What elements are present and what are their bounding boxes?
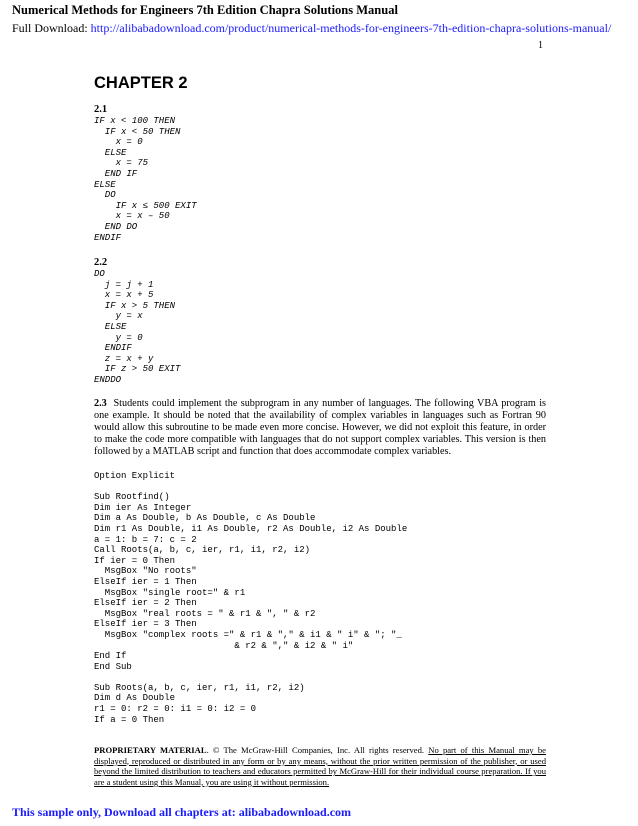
- proprietary-label: PROPRIETARY MATERIAL: [94, 745, 207, 755]
- problem-2-3-vba-code: Option Explicit Sub Rootfind() Dim ier As Integer Dim a As Double, b As Double, c As Double Dim r1 As Double, i1 As Double, r2 As Double, i2 As Double a = 1: b = 7: c = 2 Call Roots(a, b, c, ier, r1, i1, r2, i2) If ier = 0 Then MsgBox "No roots" ElseIf ier = 1 Then MsgBox "single root=" & r1 ElseIf ier = 2 Then MsgBox "real roots = " & r1 & ", " & r2 ElseIf ier = 3 Then MsgBox "complex roots =" & r1 & "," & i1 & " i" & "; "_ & r2 & "," & i2 & " i" End If End Sub Sub Roots(a, b, c, ier, r1, i1, r2, i2) Dim d As Double r1 = 0: r2 = 0: i1 = 0: i2 = 0 If a = 0 Then: [94, 471, 408, 725]
- problem-2-3-text: Students could implement the subprogram in any number of languages. The following VBA program is one example. It should be noted that the availability of complex variables in languages such as Fortran 90 would allow this subroutine to be made even more concise. However, we did not exploit this feature, in order to make the code more compatible with languages that do not support complex variables. This version is then followed by a MATLAB script and function that does accommodate complex variables.: [94, 398, 546, 458]
- problem-2-3-label: 2.3: [94, 398, 107, 409]
- problem-2-3-description: [94, 398, 546, 458]
- full-download-line: [12, 21, 611, 36]
- chapter-heading: CHAPTER 2: [94, 74, 188, 92]
- problem-2-2-label: 2.2: [94, 257, 108, 268]
- copyright-text: . © The McGraw-Hill Companies, Inc. All rights reserved.: [206, 745, 429, 755]
- page-number: 1: [538, 40, 543, 51]
- download-banner[interactable]: This sample only, Download all chapters at: alibabadownload.com: [12, 805, 352, 819]
- document-title: Numerical Methods for Engineers 7th Edition Chapra Solutions Manual: [12, 3, 398, 17]
- proprietary-notice: [94, 745, 546, 787]
- full-download-label: Full Download:: [12, 21, 88, 35]
- problem-2-2-pseudocode: DO j = j + 1 x = x + 5 IF x > 5 THEN y = x ELSE y = 0 ENDIF z = x + y IF z > 50 EXIT ENDDO: [94, 269, 181, 385]
- problem-2-1-label: 2.1: [94, 104, 108, 115]
- full-download-link[interactable]: http://alibabadownload.com/product/numerical-methods-for-engineers-7th-edition-chapra-solutions-manual/: [90, 21, 612, 35]
- usage-restriction-text: No part of this Manual may be displayed, reproduced or distributed in any form or by any means, without the prior written permission of the publisher, or used beyond the limited distribution to teachers and educators permitted by McGraw-Hill for their individual course preparation. If you are a student using this Manual, you are using it without permission.: [94, 745, 546, 787]
- problem-2-1-pseudocode: IF x < 100 THEN IF x < 50 THEN x = 0 ELSE x = 75 END IF ELSE DO IF x ≤ 500 EXIT x = x – 50 END DO ENDIF: [94, 116, 197, 243]
